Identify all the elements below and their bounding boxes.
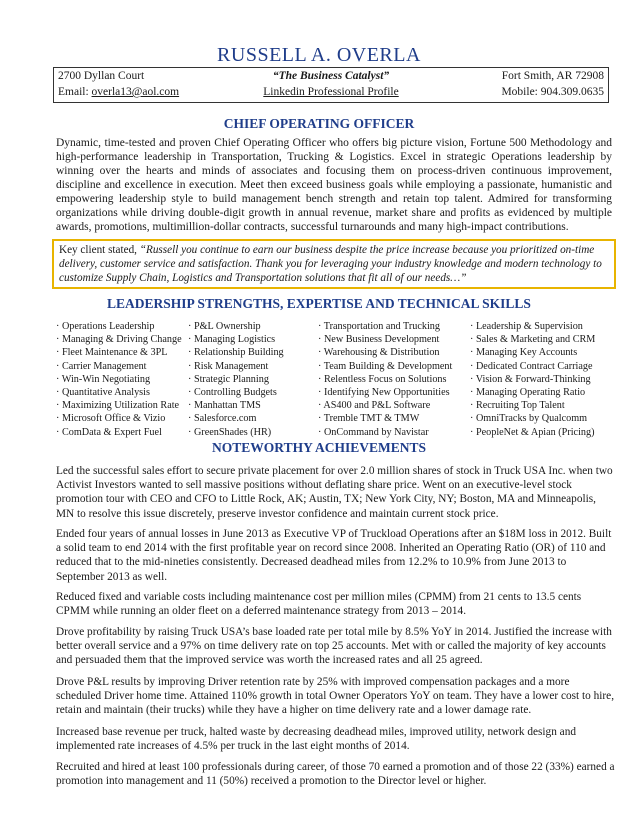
linkedin-link[interactable]: Linkedin Professional Profile xyxy=(263,86,399,98)
skill-item: · Managing Logistics xyxy=(188,334,276,346)
email-label: Email: xyxy=(58,86,92,98)
skill-item: · Risk Management xyxy=(188,360,269,372)
skills-heading: LEADERSHIP STRENGTHS, EXPERTISE AND TECHNICAL SKILLS xyxy=(107,296,531,311)
skill-item: · Quantitative Analysis xyxy=(56,387,150,399)
achievement-6: Increased base revenue per truck, halted waste by decreasing deadhead miles, improved utility, network design and implemented rate increases of 4.5% per truck in the last eight months of 2014. xyxy=(56,726,576,753)
skill-item: · Managing & Driving Change xyxy=(56,334,182,346)
achievement-3: Reduced fixed and variable costs including maintenance cost per million miles (CPMM) from 21 cents to 13.5 cents CPMM while running an older fleet on a deferred maintenance strategy from 2013 – 2014. xyxy=(56,591,582,618)
achievement-7: Recruited and hired at least 100 professionals during career, of those 70 earned a promotion and of those 22 (33%) earned a promotion into management and 11 (50%) received a promotion to the Director level or higher. xyxy=(56,761,615,788)
skill-item: · Fleet Maintenance & 3PL xyxy=(56,347,168,359)
skill-item: · OnCommand by Navistar xyxy=(318,426,429,438)
skills-grid xyxy=(56,320,626,439)
skill-item: · AS400 and P&L Software xyxy=(318,400,431,412)
skill-item: · Manhattan TMS xyxy=(188,400,261,412)
job-title-heading: CHIEF OPERATING OFFICER xyxy=(223,116,415,131)
skill-item: · Transportation and Trucking xyxy=(318,321,440,332)
skill-item: · Managing Operating Ratio xyxy=(470,387,586,399)
achievement-4: Drove profitability by raising Truck USA’s base loaded rate per total mile by 8.5% YoY in 2014. Justified the increase with better overall service and a 97% on time delivery rate on top 25 accounts. Met with or called the majority of key accounts and persuaded them that the improved service was worth the increased rates and all 25 agreed. xyxy=(56,626,612,667)
skill-item: · Managing Key Accounts xyxy=(470,347,578,359)
city-state-zip: Fort Smith, AR 72908 xyxy=(501,70,604,82)
quote-text: “Russell you continue to earn our business despite the price increase because you prioritized on-time delivery, customer service and satisfaction. Thank you for leveraging your industry knowledge and modern technology to customize Supply Chain, Logistics and Transportation solutions that fit all of our needs…” xyxy=(59,244,602,284)
candidate-name: RUSSELL A. OVERLA xyxy=(217,44,421,66)
skill-item: · Strategic Planning xyxy=(188,373,269,385)
skill-item: · Operations Leadership xyxy=(56,321,155,332)
skill-item: · ComData & Expert Fuel xyxy=(56,426,162,438)
skill-item: · Vision & Forward-Thinking xyxy=(470,373,591,385)
skill-item: · Microsoft Office & Vizio xyxy=(56,413,166,425)
achievements-heading: NOTEWORTHY ACHIEVEMENTS xyxy=(212,440,426,455)
email-link[interactable]: overla13@aol.com xyxy=(91,86,180,98)
tagline: “The Business Catalyst” xyxy=(272,70,390,82)
skill-item: · Relentless Focus on Solutions xyxy=(318,373,447,385)
skill-item: · Team Building & Development xyxy=(318,360,453,372)
skill-item: · Carrier Management xyxy=(56,360,147,372)
skill-item: · Tremble TMT & TMW xyxy=(318,413,420,425)
skill-item: · Relationship Building xyxy=(188,347,284,359)
skill-item: · Dedicated Contract Carriage xyxy=(470,360,593,372)
mobile-number: Mobile: 904.309.0635 xyxy=(501,86,604,98)
skill-item: · New Business Development xyxy=(318,334,440,346)
skill-item: · Maximizing Utilization Rate xyxy=(56,400,180,412)
skill-item: · Leadership & Supervision xyxy=(470,321,583,332)
skill-item: · Sales & Marketing and CRM xyxy=(470,334,596,346)
contact-box xyxy=(53,67,609,103)
skill-item: · Win-Win Negotiating xyxy=(56,373,151,385)
skill-item: · Identifying New Opportunities xyxy=(318,387,450,399)
skill-item: · Warehousing & Distribution xyxy=(318,347,440,359)
skill-item: · PeopleNet & Apian (Pricing) xyxy=(470,426,595,438)
skill-item: · Recruiting Top Talent xyxy=(470,400,565,412)
achievement-2: Ended four years of annual losses in June 2013 as Executive VP of Truckload Operations after an $18M loss in 2012. Built a solid team to end 2014 with the first profitable year on record since 2008. Inherited an Operating Ratio (OR) of 110 and reduced that to the mid-nineties consistently. Decreased deadhead miles from 12.2% to 10.9% from June 2013 to September 2013 as well. xyxy=(56,528,612,583)
skill-item: · OmniTracks by Qualcomm xyxy=(470,413,588,425)
skill-item: · Controlling Budgets xyxy=(188,387,277,399)
skill-item: · P&L Ownership xyxy=(188,321,261,332)
achievement-5: Drove P&L results by improving Driver retention rate by 25% with improved compensation packages and a more scheduled Driver home time. Attained 110% growth in total Owner Operators YoY on team. They have a lower cost to hire, retain and maintain (their trucks) while they have a higher on time delivery rate and a lower damage rate. xyxy=(56,676,615,717)
skill-item: · Salesforce.com xyxy=(188,413,257,425)
skill-item: · GreenShades (HR) xyxy=(188,426,272,438)
achievement-1: Led the successful sales effort to secure private placement for over 2.0 million shares of stock in Truck USA Inc. when two Activist Investors wanted to sell massive positions without deflating share price. Went on an executive-level stock promotion tour with CEO and CFO to Little Rock, AK; Austin, TX; New York City, NY; Boston, MA and Minneapolis, MN to resolve this issue discretely, preserve investor confidence and maintain current stock price. xyxy=(56,465,613,520)
address: 2700 Dyllan Court xyxy=(58,70,145,82)
summary-paragraph: Dynamic, time-tested and proven Chief Operating Officer who offers big picture vision, Fortune 500 Methodology and high-performance leadership in Transportation, Trucking & Logistics. Excel in strategic Operations leadership by winning over the hearts and minds of associates and focusing them on process-driven continuous improvement, discipline and excellence in execution. Meet then exceed business goals while employing a passionate, humanistic and empowering leadership style to build management bench strength and retain top talent. Admired for transforming organizations while driving double-digit growth in annual revenue, market share and profits as evidenced by multiple awards, promotions, multimillion-dollar contracts, successful turnarounds and many high-impact contributions. xyxy=(56,137,612,233)
quote-intro: Key client stated, xyxy=(59,244,140,256)
client-quote-box xyxy=(52,239,616,289)
